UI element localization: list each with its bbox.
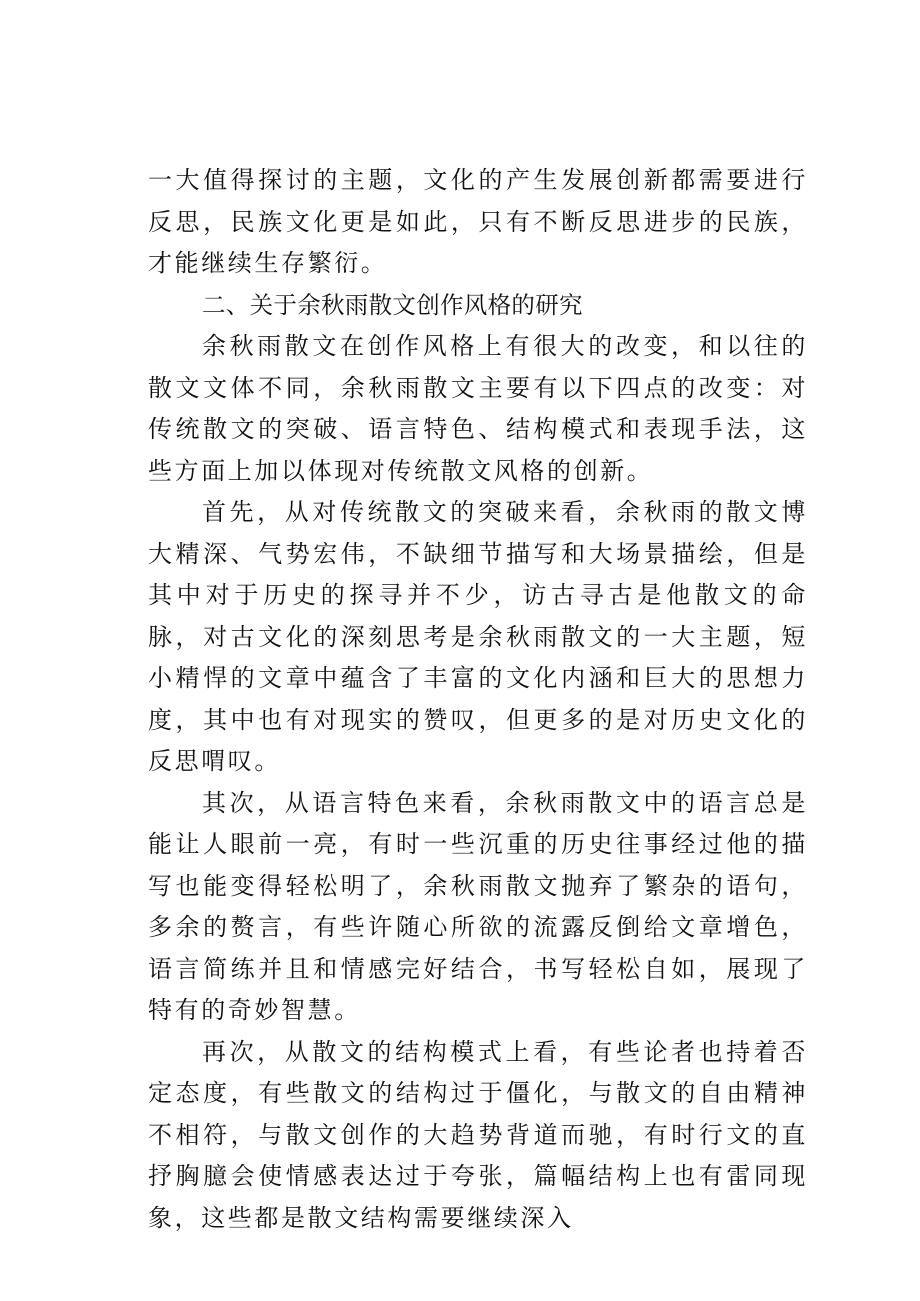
paragraph-first: 首先，从对传统散文的突破来看，余秋雨的散文博大精深、气势宏伟，不缺细节描写和大场景描绘，但是其中对于历史的探寻并不少，访古寻古是他散文的命脉，对古文化的深刻思考是余秋雨散文的一大主题，短小精悍的文章中蕴含了丰富的文化内涵和巨大的思想力度，其中也有对现实的赞叹，但更多的是对历史文化的反思喟叹。	[148, 498, 808, 775]
document-body	[148, 160, 808, 1239]
section-heading: 二、关于余秋雨散文创作风格的研究	[202, 290, 583, 319]
paragraph-continuation: 一大值得探讨的主题，文化的产生发展创新都需要进行反思，民族文化更是如此，只有不断反思进步的民族，才能继续生存繁衍。	[148, 166, 808, 277]
paragraph-third: 再次，从散文的结构模式上看，有些论者也持着否定态度，有些散文的结构过于僵化，与散文的自由精神不相符，与散文创作的大趋势背道而驰，有时行文的直抒胸臆会使情感表达过于夸张，篇幅结构上也有雷同现象，这些都是散文结构需要继续深入	[148, 1037, 808, 1232]
paragraph-intro: 余秋雨散文在创作风格上有很大的改变，和以往的散文文体不同，余秋雨散文主要有以下四点的改变：对传统散文的突破、语言特色、结构模式和表现手法，这些方面上加以体现对传统散文风格的创新。	[148, 332, 808, 485]
paragraph-second: 其次，从语言特色来看，余秋雨散文中的语言总是能让人眼前一亮，有时一些沉重的历史往事经过他的描写也能变得轻松明了，余秋雨散文抛弃了繁杂的语句，多余的赘言，有些许随心所欲的流露反倒给文章增色，语言简练并且和情感完好结合，书写轻松自如，展现了特有的奇妙智慧。	[148, 788, 808, 1024]
